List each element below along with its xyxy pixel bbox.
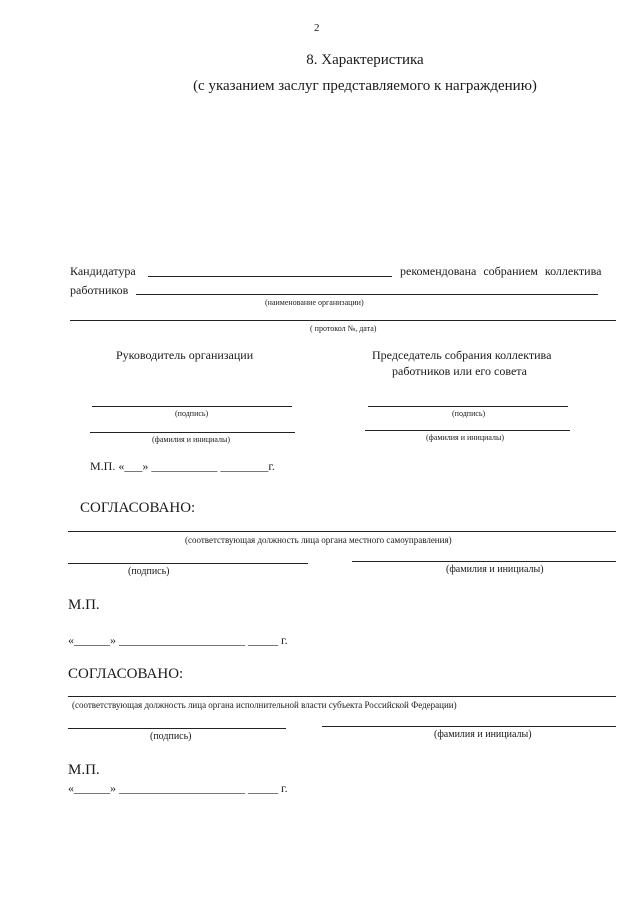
approval-regional-position-caption: (соответствующая должность лица органа исполнительной власти субъекта Российской Федерации) [72,700,457,710]
approval-local-position-line [68,531,616,532]
approval-regional-signature-caption: (подпись) [150,731,192,742]
candidate-name-line [148,276,392,277]
chair-title-line1: Председатель собрания коллектива [372,348,552,362]
head-title: Руководитель организации [116,348,254,362]
approval-local-heading: СОГЛАСОВАНО: [80,500,196,516]
approval-regional-heading: СОГЛАСОВАНО: [68,666,184,682]
section-title: 8. Характеристика [306,52,424,68]
approval-regional-name-line [322,726,616,727]
page-number: 2 [314,22,320,34]
approval-regional-position-line [68,696,616,697]
protocol-line [70,320,616,321]
head-name-line [90,432,295,433]
chair-name-caption: (фамилия и инициалы) [426,433,505,442]
mp-date-line: М.П. «___» ___________ ________г. [90,459,275,473]
approval-local-position-caption: (соответствующая должность лица органа местного самоуправления) [185,535,452,545]
approval-local-signature-caption: (подпись) [128,566,170,577]
workers-label: работников [70,283,129,297]
approval-local-name-caption: (фамилия и инициалы) [446,564,544,575]
approval-local-signature-line [68,563,308,564]
candidacy-label: Кандидатура [70,264,136,278]
chair-title-line2: работников или его совета [392,364,527,378]
head-name-caption: (фамилия и инициалы) [152,435,231,444]
head-signature-line [92,406,292,407]
approval-regional-name-caption: (фамилия и инициалы) [434,729,532,740]
approval-regional-signature-line [68,728,286,729]
section-subtitle: (с указанием заслуг представляемого к награждению) [193,78,537,94]
chair-name-line [365,430,570,431]
organization-line [136,294,598,295]
approval-local-mp: М.П. [68,597,100,613]
recommended-text: рекомендована собранием коллектива [400,264,602,278]
chair-signature-caption: (подпись) [452,409,486,418]
approval-regional-mp: М.П. [68,762,100,778]
approval-local-name-line [352,561,616,562]
head-signature-caption: (подпись) [175,409,209,418]
chair-signature-line [368,406,568,407]
org-caption: (наименование организации) [265,298,364,307]
approval-local-date-line: «______» _____________________ _____ г. [68,633,288,647]
protocol-caption: ( протокол №, дата) [310,324,377,333]
approval-regional-date-line: «______» _____________________ _____ г. [68,781,288,795]
